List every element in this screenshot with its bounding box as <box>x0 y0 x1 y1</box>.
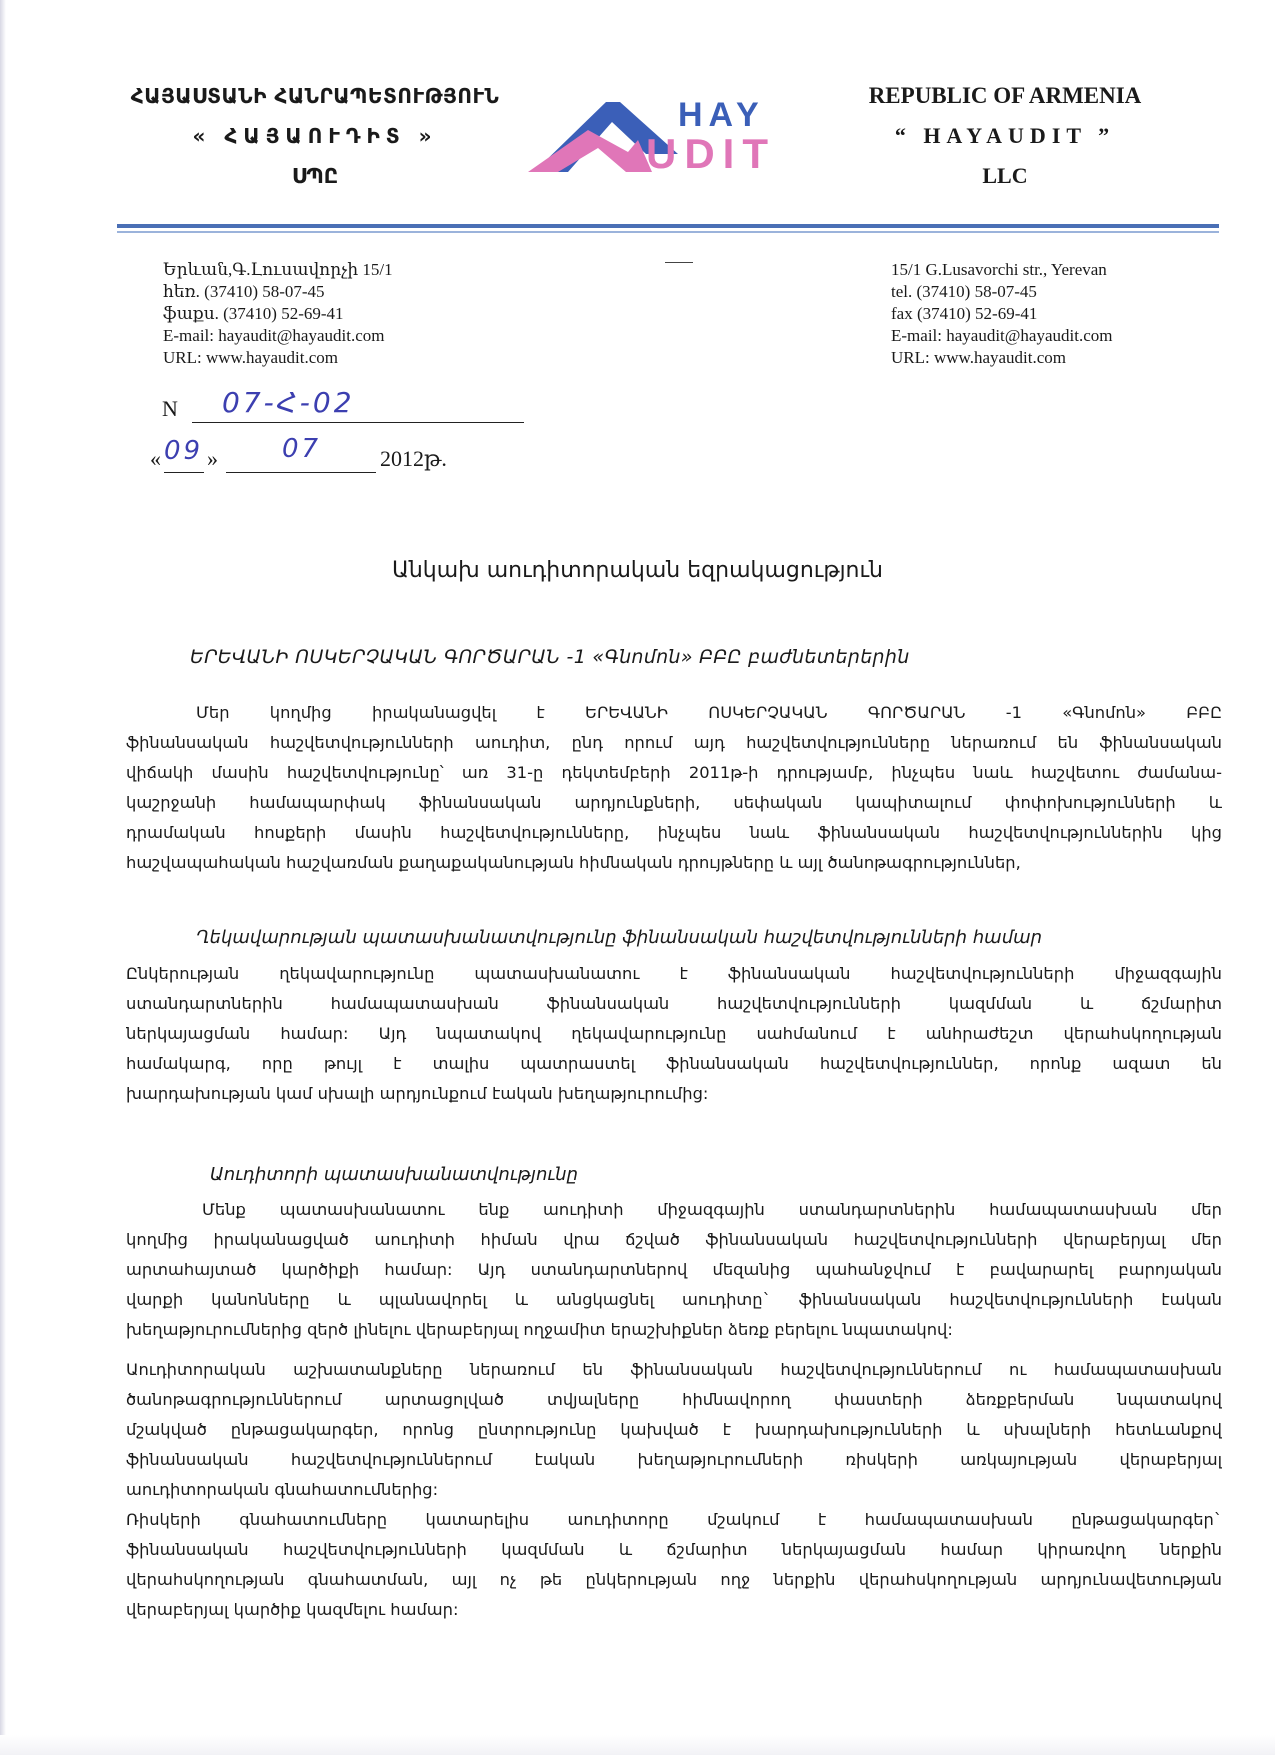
auditor-responsibility-paragraph <box>126 1195 1222 1345</box>
date-month-underline <box>226 472 376 473</box>
header-company-english: “ HAYAUDIT ” <box>894 123 1116 148</box>
date-day-underline <box>164 472 204 473</box>
date-open-quote: « <box>150 446 161 471</box>
page-bottom-edge <box>0 1735 1275 1755</box>
header-llc-english: LLC <box>982 163 1028 188</box>
url-english: URL: www.hayaudit.com <box>891 348 1067 367</box>
paragraph-line: Մեր կողմից իրականացվել է ԵՐԵՎԱՆԻ ՈՍԿԵՐՉԱԿԱՆ ԳՈՐԾԱՐԱՆ -1 «Գնոմոն» ԲԲԸ <box>196 703 1222 722</box>
address-armenian: Երևան,Գ.Լուսավորչի 15/1 <box>163 260 393 279</box>
header-country-english: REPUBLIC OF ARMENIA <box>868 83 1142 108</box>
email-english: E-mail: hayaudit@hayaudit.com <box>891 326 1113 345</box>
audit-procedures-paragraph <box>126 1355 1222 1505</box>
document-title: Անկախ աուդիտորական եզրակացություն <box>392 558 883 583</box>
fax-english: fax (37410) 52-69-41 <box>891 304 1038 323</box>
paragraph-line: ֆինանսական հաշվետվությունների կազմման և ճշմարիտ ներկայացման համար կիրառվող ներքին <box>126 1540 1222 1559</box>
reference-label: N <box>162 396 178 421</box>
paragraph-line: վերահսկողության գնահատման, այլ ոչ թե ընկերության ողջ ներքին վերահսկողության արդյունավետության <box>126 1570 1222 1589</box>
paragraph-line: վարքի կանոնները և պլանավորել և անցկացնել աուդիտը` ֆինանսական հաշվետվությունների էական <box>126 1290 1222 1309</box>
reference-underline <box>192 422 524 423</box>
fax-armenian: ֆաքս. (37410) 52-69-41 <box>163 304 344 323</box>
logo-word-hay: HAY <box>678 96 765 134</box>
date-day-handwritten: 09 <box>164 436 204 466</box>
intro-paragraph <box>126 698 1222 878</box>
reference-number-handwritten: 07-Հ-02 <box>222 386 355 419</box>
paragraph-line: խեղաթյուրումներից զերծ լինելու վերաբերյալ ողջամիտ երաշխիքներ ձեռք բերելու նպատակով: <box>126 1320 953 1339</box>
paragraph-line: կաշրջանի համապարփակ ֆինանսական արդյունքների, սեփական կապիտալում փոփոխությունների և <box>126 793 1222 812</box>
header-company-armenian: « ՀԱՅԱՈՒԴԻՏ » <box>192 124 438 148</box>
paragraph-line: Ընկերության ղեկավարությունը պատասխանատու է ֆինանսական հաշվետվությունների միջազգային <box>126 964 1222 983</box>
date-year: 2012թ. <box>380 446 447 471</box>
paragraph-line: մշակված ընթացակարգեր, որոնց ընտրությունը կախված է խարդախությունների և սխալների հետևանքով <box>126 1420 1222 1439</box>
page-edge <box>0 0 6 1755</box>
paragraph-line: ֆինանսական հաշվետվությունների աուդիտ, ընդ որում այդ հաշվետվությունները ներառում են ֆինանսական <box>126 733 1222 752</box>
section-heading-management-responsibility: Ղեկավարության պատասխանատվությունը ֆինանսական հաշվետվությունների համար <box>196 927 1043 948</box>
paragraph-line: աուդիտորական գնահատումներից: <box>126 1480 439 1499</box>
phone-english: tel. (37410) 58-07-45 <box>891 282 1037 301</box>
paragraph-line: ծանոթագրություններում արտացոլված տվյալները հիմնավորող փաստերի ձեռքբերման նպատակով <box>126 1390 1222 1409</box>
paragraph-line: խարդախության կամ սխալի արդյունքում էական խեղաթյուրումից: <box>126 1084 709 1103</box>
header-armenian-block <box>95 82 535 190</box>
section-heading-auditor-responsibility: Աուդիտորի պատասխանատվությունը <box>210 1164 578 1185</box>
management-responsibility-paragraph <box>126 959 1222 1109</box>
paragraph-line: ներկայացման համար: Այդ նպատակով ղեկավարությունը սահմանում է անհրաժեշտ վերահսկողության <box>126 1024 1222 1043</box>
logo-word-udit: UDIT <box>646 130 776 177</box>
header-llc-armenian: ՍՊԸ <box>291 164 339 188</box>
contacts-english <box>891 259 1221 369</box>
header-divider-thick <box>117 224 1219 228</box>
paragraph-line: համակարգ, որը թույլ է տալիս պատրաստել ֆինանսական հաշվետվություններ, որոնք ազատ են <box>126 1054 1222 1073</box>
paragraph-line: Ռիսկերի գնահատումները կատարելիս աուդիտորը մշակում է համապատասխան ընթացակարգեր` <box>126 1510 1222 1529</box>
header-divider-thin <box>117 231 1219 233</box>
paragraph-line: վերաբերյալ կարծիք կազմելու համար: <box>126 1600 459 1619</box>
paragraph-line: արտահայտած կարծիքի համար: Այդ ստանդարտներով մեզանից պահանջվում է բավարարել բարոյական <box>126 1260 1222 1279</box>
date-close-quote: » <box>207 446 218 471</box>
risk-assessment-paragraph <box>126 1505 1222 1625</box>
header-country-armenian: ՀԱՅԱՍՏԱՆԻ ՀԱՆՐԱՊԵՏՈՒԹՅՈՒՆ <box>130 84 500 108</box>
paragraph-line: ստանդարտներին համապատասխան ֆինանսական հաշվետվությունների կազմման և ճշմարիտ <box>126 994 1222 1013</box>
dash-mark <box>665 262 693 263</box>
url-armenian: URL: www.hayaudit.com <box>163 348 339 367</box>
paragraph-line: վիճակի մասին հաշվետվությունը՝ առ 31-ը դեկտեմբերի 2011թ-ի դրությամբ, ինչպես նաև հաշվետու ժամանա- <box>126 763 1222 782</box>
paragraph-line: Աուդիտորական աշխատանքները ներառում են ֆինանսական հաշվետվություններում ու համապատասխան <box>126 1360 1222 1379</box>
addressee-line: ԵՐԵՎԱՆԻ ՈՍԿԵՐՉԱԿԱՆ ԳՈՐԾԱՐԱՆ -1 «Գնոմոն» ԲԲԸ բաժնետերերին <box>190 646 910 668</box>
contacts-armenian <box>163 259 543 369</box>
hayaudit-logo <box>528 92 788 182</box>
date-row <box>150 434 470 478</box>
header-english-block <box>850 82 1160 190</box>
paragraph-line: դրամական հոսքերի մասին հաշվետվությունները, ինչպես նաև ֆինանսական հաշվետվություններին կից <box>126 823 1222 842</box>
paragraph-line: Մենք պատասխանատու ենք աուդիտի միջազգային ստանդարտներին համապատասխան մեր <box>202 1200 1222 1219</box>
email-armenian: E-mail: hayaudit@hayaudit.com <box>163 326 385 345</box>
paragraph-line: ֆինանսական հաշվետվություններում էական խեղաթյուրումների ռիսկերի առկայության վերաբերյալ <box>126 1450 1222 1469</box>
address-english: 15/1 G.Lusavorchi str., Yerevan <box>891 260 1107 279</box>
paragraph-line: կողմից իրականացված աուդիտի հիման վրա ճշված ֆինանսական հաշվետվությունների վերաբերյալ մեր <box>126 1230 1222 1249</box>
paragraph-line: հաշվապահական հաշվառման քաղաքականության հիմնական դրույթները և այլ ծանոթագրություններ, <box>126 853 1021 872</box>
phone-armenian: հեռ. (37410) 58-07-45 <box>163 282 325 301</box>
date-month-handwritten: 07 <box>282 434 322 464</box>
